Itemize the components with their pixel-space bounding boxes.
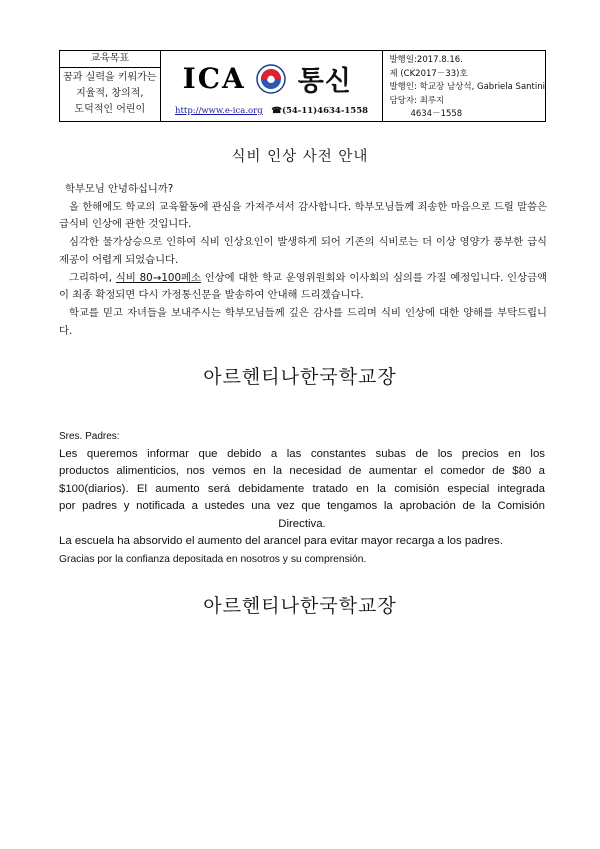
brand-name: ICA (182, 62, 246, 95)
issue-number: 제 (CK2017－33)호 (389, 68, 468, 79)
spanish-line: por padres y notificada a ustedes una vez que tengamos la aprobación de la Comisión (59, 500, 545, 512)
newsletter-header (59, 50, 546, 122)
publisher: 발행인: 학교장 남상석, Gabriela Santini (389, 82, 545, 92)
spanish-line: productos alimenticios, nos vemos en la necesidad de aumentar el comedor de $80 a (59, 465, 545, 477)
person-in-charge: 담당자: 최루지 (389, 95, 445, 106)
spanish-line: $100(diarios). El aumento será debidamente tratado en la comisión especial integrada (59, 482, 545, 495)
korean-greeting: 학부모님 안녕하십니까? (65, 183, 174, 195)
korean-paragraph: 올 한해에도 학교의 교육활동에 관심을 가져주셔서 감사합니다. 학부모님들께 죄송한 마음으로 드릴 말씀은 급식비 인상에 관한 것입니다. (59, 200, 547, 231)
text-run: 인상에 대한 학교 운영위원회와 이사회의 심의를 가질 예정입니다. 인상금액이 최종 확정되면 다시 가정통신문을 발송하여 안내해 드리겠습니다. (59, 271, 547, 302)
spanish-line: Directiva. (278, 517, 326, 530)
fee-change-highlight: 식비 80→100페소 (115, 271, 201, 284)
korean-signature: 아르헨티나한국학교장 (203, 366, 397, 388)
spanish-greeting: Sres. Padres: (59, 431, 120, 442)
education-goal-label: 교육목표 (60, 51, 160, 68)
korean-notice-body (59, 181, 547, 340)
spanish-thanks: Gracias por la confianza depositada en nosotros y su comprensión. (59, 553, 367, 565)
phone-number: ☎(54-11)4634-1558 (271, 106, 369, 116)
education-goal-line: 지율적, 창의적, (76, 88, 144, 99)
brand-box (161, 51, 384, 121)
spanish-line: La escuela ha absorvido el aumento del arancel para evitar mayor recarga a los padres. (59, 535, 503, 547)
education-goal-line: 도덕적인 어린이 (74, 104, 146, 115)
issue-info (383, 51, 545, 121)
website-link[interactable]: http://www.e-ica.org (175, 106, 263, 116)
text-run: 그리하여, (69, 271, 116, 284)
spanish-signature: 아르헨티나한국학교장 (203, 595, 397, 617)
issue-date: 발행일:2017.8.16. (389, 55, 463, 65)
spanish-line: Les queremos informar que debido a las constantes subas de los precios en los (59, 447, 545, 460)
korean-closing: 학교를 믿고 자녀들을 보내주시는 학부모님들께 깊은 감사를 드리며 식비 인상에 대한 양해를 부탁드립니다. (59, 306, 547, 337)
brand (183, 59, 352, 98)
notice-title: 식비 인상 사전 안내 (231, 149, 369, 165)
contact-line (161, 106, 383, 116)
spanish-notice-body (59, 428, 545, 568)
korean-paragraph: 심각한 물가상승으로 인하여 식비 인상요인이 발생하게 되어 기존의 식비로는 더 이상 영양가 풍부한 급식제공이 어렵게 되었습니다. (59, 236, 547, 266)
education-goal-text (60, 68, 160, 121)
education-goal-box (60, 51, 161, 121)
newsletter-title: 통신 (297, 66, 352, 97)
education-goal-line: 꿈과 실력을 키워가는 (63, 72, 157, 83)
korean-paragraph (59, 270, 547, 305)
contact-number: 4634－1558 (410, 109, 463, 119)
school-emblem-icon (256, 64, 286, 94)
